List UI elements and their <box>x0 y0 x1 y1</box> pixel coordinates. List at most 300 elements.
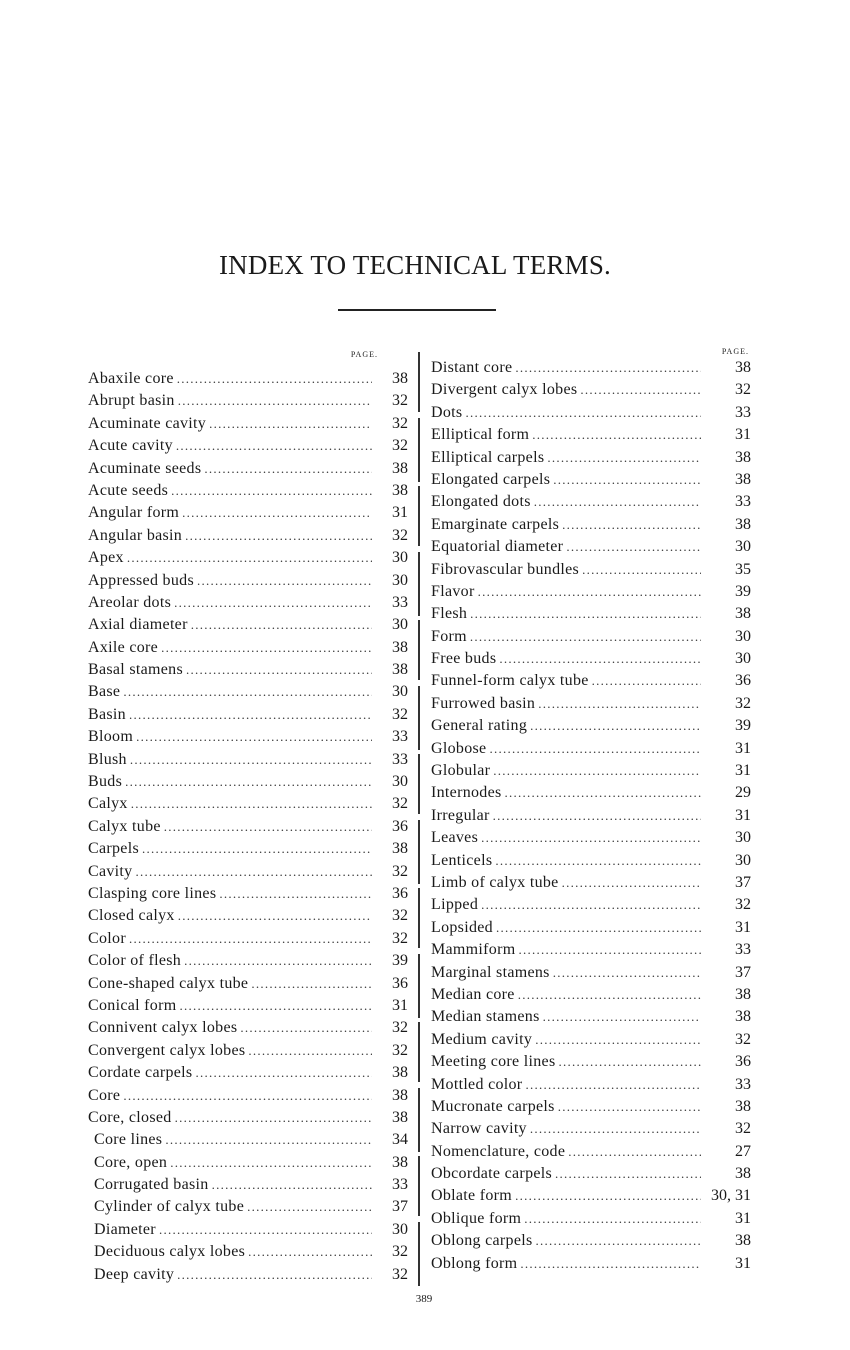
index-term: Emarginate carpels <box>431 515 560 533</box>
index-term: Calyx <box>88 795 128 813</box>
index-entry <box>88 950 408 972</box>
dot-leader <box>555 1163 701 1185</box>
index-term: Deciduous calyx lobes <box>94 1243 246 1261</box>
dot-leader <box>178 390 372 412</box>
index-term: Color of flesh <box>88 952 182 970</box>
dot-leader <box>123 1085 372 1107</box>
index-page-ref: 32 <box>392 929 408 947</box>
index-page-ref: 31 <box>735 806 751 824</box>
index-entry <box>88 726 408 748</box>
index-entry <box>431 850 751 872</box>
index-page-ref: 35 <box>735 560 751 578</box>
dot-leader <box>161 637 372 659</box>
index-page-ref: 32 <box>392 1243 408 1261</box>
index-entry <box>88 458 408 480</box>
index-entry <box>431 357 751 379</box>
index-entry <box>431 514 751 536</box>
index-term: Abrupt basin <box>88 392 175 410</box>
index-page-ref: 30 <box>392 616 408 634</box>
index-entry <box>88 1174 408 1196</box>
index-entry <box>88 883 408 905</box>
index-term: Connivent calyx lobes <box>88 1019 238 1037</box>
index-page-ref: 31 <box>735 1254 751 1272</box>
index-term: Globose <box>431 739 487 757</box>
index-term: Core, open <box>94 1153 168 1171</box>
index-page-ref: 31 <box>392 996 408 1014</box>
index-page-ref: 30 <box>392 773 408 791</box>
index-page-ref: 38 <box>392 481 408 499</box>
index-entry <box>88 749 408 771</box>
index-page-ref: 36 <box>392 817 408 835</box>
index-entry <box>88 547 408 569</box>
dot-leader <box>562 872 701 894</box>
index-entry <box>88 771 408 793</box>
index-page-ref: 38 <box>735 515 751 533</box>
index-entry <box>88 1264 408 1286</box>
index-page-ref: 34 <box>392 1131 408 1149</box>
index-page-ref: 32 <box>392 705 408 723</box>
index-page-ref: 32 <box>735 1030 751 1048</box>
dot-leader <box>562 514 701 536</box>
index-term: Fibrovascular bundles <box>431 560 580 578</box>
dot-leader <box>499 648 701 670</box>
page-column-header: PAGE. <box>721 347 749 356</box>
index-entry <box>88 1017 408 1039</box>
index-page-ref: 32 <box>735 381 751 399</box>
index-term: Oblong carpels <box>431 1232 533 1250</box>
dot-leader <box>251 973 372 995</box>
dot-leader <box>248 1241 372 1263</box>
index-entry <box>431 581 751 603</box>
index-entry <box>88 435 408 457</box>
index-entry <box>431 559 751 581</box>
dot-leader <box>465 402 701 424</box>
dot-leader <box>505 782 701 804</box>
index-term: Divergent calyx lobes <box>431 381 578 399</box>
index-page-ref: 38 <box>735 985 751 1003</box>
index-entry <box>431 1208 751 1230</box>
index-term: Lenticels <box>431 851 493 869</box>
index-term: Blush <box>88 750 127 768</box>
index-page-ref: 38 <box>735 359 751 376</box>
index-page-ref: 38 <box>735 1165 751 1183</box>
dot-leader <box>185 525 372 547</box>
index-page-ref: 36 <box>735 672 751 690</box>
index-page-ref: 38 <box>735 1008 751 1026</box>
dot-leader <box>515 357 701 379</box>
dot-leader <box>177 1264 372 1286</box>
index-term: Limb of calyx tube <box>431 873 559 891</box>
index-page-ref: 36 <box>735 1053 751 1071</box>
dot-leader <box>131 793 372 815</box>
index-page-ref: 31 <box>735 426 751 444</box>
dot-leader <box>176 435 372 457</box>
index-entry <box>431 1141 751 1163</box>
index-term: Corrugated basin <box>94 1176 209 1194</box>
index-page-ref: 38 <box>392 459 408 477</box>
index-page-ref: 38 <box>735 1097 751 1115</box>
index-entry <box>431 424 751 446</box>
page-title: INDEX TO TECHNICAL TERMS. <box>218 250 612 281</box>
dot-leader <box>186 659 372 681</box>
index-term: Diameter <box>94 1220 156 1238</box>
index-entry <box>88 525 408 547</box>
index-page-ref: 30 <box>735 829 751 847</box>
index-entry <box>88 928 408 950</box>
dot-leader <box>543 1006 701 1028</box>
dot-leader <box>170 1152 372 1174</box>
index-term: Base <box>88 683 121 701</box>
index-entry <box>431 1185 751 1207</box>
dot-leader <box>520 1253 701 1275</box>
index-term: Free buds <box>431 650 497 668</box>
index-page-ref: 33 <box>735 493 751 511</box>
index-entry <box>431 1163 751 1185</box>
index-entry <box>88 390 408 412</box>
index-page-ref: 33 <box>392 593 408 611</box>
index-page-ref: 37 <box>735 963 751 981</box>
index-term: Basal stamens <box>88 661 183 679</box>
index-page-ref: 32 <box>392 1041 408 1059</box>
index-page-ref: 32 <box>392 526 408 544</box>
index-entry <box>431 805 751 827</box>
index-entry <box>431 939 751 961</box>
index-term: Flesh <box>431 605 468 623</box>
index-term: Areolar dots <box>88 593 172 611</box>
index-page-ref: 33 <box>735 403 751 421</box>
dot-leader <box>481 894 701 916</box>
index-entry <box>88 1219 408 1241</box>
index-page-ref: 39 <box>735 582 751 600</box>
dot-leader <box>493 760 701 782</box>
index-page-ref: 39 <box>735 717 751 735</box>
page-column-header: PAGE. <box>350 350 378 359</box>
dot-leader <box>195 1062 372 1084</box>
dot-leader <box>566 536 701 558</box>
index-term: Lopsided <box>431 918 493 936</box>
index-page-ref: 31 <box>735 739 751 757</box>
dot-leader <box>247 1196 372 1218</box>
index-entry <box>431 1029 751 1051</box>
index-entry <box>88 1107 408 1129</box>
dot-leader <box>495 850 701 872</box>
index-term: Flavor <box>431 582 475 600</box>
index-entry <box>431 1096 751 1118</box>
index-entry <box>88 1241 408 1263</box>
index-entry <box>431 917 751 939</box>
dot-leader <box>184 950 372 972</box>
index-entry <box>431 626 751 648</box>
dot-leader <box>182 502 372 524</box>
dot-leader <box>175 1107 372 1129</box>
index-term: Core <box>88 1086 121 1104</box>
index-term: Furrowed basin <box>431 694 536 712</box>
dot-leader <box>127 547 372 569</box>
index-page-ref: 30 <box>735 627 751 645</box>
index-term: Internodes <box>431 784 502 802</box>
dot-leader <box>568 1141 701 1163</box>
index-entry <box>431 693 751 715</box>
dot-leader <box>530 715 701 737</box>
dot-leader <box>470 603 701 625</box>
index-entry <box>88 838 408 860</box>
index-page-ref: 32 <box>392 1265 408 1283</box>
index-term: Clasping core lines <box>88 884 217 902</box>
index-entry <box>431 469 751 491</box>
index-term: Mucronate carpels <box>431 1097 555 1115</box>
index-term: Core, closed <box>88 1108 172 1126</box>
index-term: Basin <box>88 705 126 723</box>
index-entry <box>431 491 751 513</box>
index-entry <box>88 1062 408 1084</box>
index-entry <box>431 1006 751 1028</box>
dot-leader <box>532 424 701 446</box>
index-term: General rating <box>431 717 528 735</box>
index-page-ref: 30 <box>392 1220 408 1238</box>
index-page-ref: 38 <box>735 448 751 466</box>
index-page-ref: 32 <box>392 907 408 925</box>
index-page-ref: 33 <box>735 941 751 959</box>
index-page-ref: 38 <box>392 1108 408 1126</box>
dot-leader <box>582 559 701 581</box>
index-term: Elongated carpels <box>431 470 551 488</box>
dot-leader <box>129 928 372 950</box>
index-entry <box>431 894 751 916</box>
index-entry <box>88 570 408 592</box>
index-page-ref: 38 <box>392 638 408 656</box>
index-entry <box>431 827 751 849</box>
index-term: Irregular <box>431 806 490 824</box>
index-page-ref: 39 <box>392 952 408 970</box>
dot-leader <box>204 458 372 480</box>
index-entry <box>88 1196 408 1218</box>
index-page-ref: 31 <box>735 762 751 780</box>
index-term: Nomenclature, code <box>431 1142 566 1160</box>
index-entry <box>431 1074 751 1096</box>
index-entry <box>431 670 751 692</box>
index-entry <box>88 1085 408 1107</box>
index-page-ref: 33 <box>735 1075 751 1093</box>
dot-leader <box>553 962 701 984</box>
dot-leader <box>197 570 372 592</box>
dot-leader <box>159 1219 372 1241</box>
index-term: Meeting core lines <box>431 1053 556 1071</box>
index-page-ref: 38 <box>392 370 408 387</box>
index-term: Funnel-form calyx tube <box>431 672 589 690</box>
index-term: Acute cavity <box>88 437 173 455</box>
dot-leader <box>179 995 372 1017</box>
index-page-ref: 33 <box>392 750 408 768</box>
dot-leader <box>525 1074 701 1096</box>
index-term: Abaxile core <box>88 370 174 387</box>
index-page-ref: 30 <box>392 549 408 567</box>
index-entry <box>431 1051 751 1073</box>
dot-leader <box>592 670 701 692</box>
dot-leader <box>219 883 372 905</box>
dot-leader <box>535 1029 701 1051</box>
index-page-ref: 38 <box>392 1064 408 1082</box>
index-page-ref: 32 <box>392 392 408 410</box>
index-page-ref: 32 <box>735 1120 751 1138</box>
index-entry <box>88 861 408 883</box>
index-entry <box>431 738 751 760</box>
index-term: Calyx tube <box>88 817 161 835</box>
index-page-ref: 38 <box>735 470 751 488</box>
dot-leader <box>130 749 372 771</box>
index-page-ref: 31 <box>735 918 751 936</box>
index-term: Oblique form <box>431 1209 522 1227</box>
index-entry <box>88 681 408 703</box>
index-entry <box>88 614 408 636</box>
index-entry <box>431 1118 751 1140</box>
index-entry <box>88 592 408 614</box>
dot-leader <box>125 771 372 793</box>
index-term: Apex <box>88 549 124 567</box>
index-term: Appressed buds <box>88 571 194 589</box>
dot-leader <box>538 693 701 715</box>
index-term: Globular <box>431 762 491 780</box>
dot-leader <box>129 704 372 726</box>
index-entry <box>431 447 751 469</box>
index-entry <box>431 402 751 424</box>
index-column-right <box>431 345 751 1275</box>
dot-leader <box>558 1051 701 1073</box>
dot-leader <box>209 413 372 435</box>
index-entry <box>88 480 408 502</box>
page-number: 389 <box>415 1293 433 1305</box>
dot-leader <box>178 905 372 927</box>
index-entry <box>431 872 751 894</box>
index-term: Buds <box>88 773 123 791</box>
index-term: Oblong form <box>431 1254 518 1272</box>
dot-leader <box>123 681 372 703</box>
index-page-ref: 30 <box>735 650 751 668</box>
index-term: Angular form <box>88 504 180 522</box>
index-entry <box>88 793 408 815</box>
index-term: Axial diameter <box>88 616 188 634</box>
index-page-ref: 31 <box>735 1209 751 1227</box>
index-page-ref: 36 <box>392 884 408 902</box>
dot-leader <box>164 816 372 838</box>
index-entry <box>88 1152 408 1174</box>
index-page-ref: 29 <box>735 784 751 802</box>
index-entry <box>88 995 408 1017</box>
index-term: Color <box>88 929 126 947</box>
dot-leader <box>248 1040 372 1062</box>
index-term: Core lines <box>94 1131 163 1149</box>
index-page-ref: 32 <box>392 414 408 432</box>
title-rule <box>338 309 496 311</box>
index-entry <box>431 1230 751 1252</box>
index-page-ref: 37 <box>392 1198 408 1216</box>
index-term: Median core <box>431 985 515 1003</box>
dot-leader <box>536 1230 701 1252</box>
dot-leader <box>174 592 372 614</box>
index-term: Conical form <box>88 996 177 1014</box>
index-page-ref: 32 <box>392 437 408 455</box>
dot-leader <box>496 917 701 939</box>
index-term: Cylinder of calyx tube <box>94 1198 245 1216</box>
index-page-ref: 37 <box>735 873 751 891</box>
index-entry <box>88 637 408 659</box>
index-page-ref: 32 <box>735 896 751 914</box>
dot-leader <box>518 984 701 1006</box>
dot-leader <box>515 1185 701 1207</box>
dot-leader <box>558 1096 701 1118</box>
index-page-ref: 38 <box>392 840 408 858</box>
index-entry <box>88 905 408 927</box>
index-term: Leaves <box>431 829 479 847</box>
index-term: Form <box>431 627 467 645</box>
index-entry <box>431 648 751 670</box>
index-entry <box>431 782 751 804</box>
index-term: Cone-shaped calyx tube <box>88 974 249 992</box>
index-page-ref: 32 <box>735 694 751 712</box>
index-term: Convergent calyx lobes <box>88 1041 246 1059</box>
index-term: Oblate form <box>431 1187 513 1205</box>
index-term: Mammiform <box>431 941 516 959</box>
index-term: Elongated dots <box>431 493 531 511</box>
index-page-ref: 30 <box>392 683 408 701</box>
dot-leader <box>478 581 701 603</box>
index-entry <box>431 962 751 984</box>
index-entry <box>88 368 408 390</box>
dot-leader <box>212 1174 372 1196</box>
index-term: Axile core <box>88 638 159 656</box>
dot-leader <box>142 838 372 860</box>
index-page-ref: 38 <box>735 1232 751 1250</box>
index-term: Distant core <box>431 359 513 376</box>
index-entry <box>88 704 408 726</box>
dot-leader <box>191 614 372 636</box>
index-term: Elliptical carpels <box>431 448 545 466</box>
index-page-ref: 30 <box>392 571 408 589</box>
dot-leader <box>524 1208 701 1230</box>
index-term: Marginal stamens <box>431 963 550 981</box>
index-term: Deep cavity <box>94 1265 175 1283</box>
index-page-ref: 30, 31 <box>711 1187 751 1205</box>
index-page-ref: 33 <box>392 1176 408 1194</box>
dot-leader <box>534 491 701 513</box>
index-term: Angular basin <box>88 526 183 544</box>
index-entry <box>431 984 751 1006</box>
dot-leader <box>177 368 372 390</box>
index-entry <box>88 413 408 435</box>
index-page-ref: 38 <box>392 661 408 679</box>
index-entry <box>88 973 408 995</box>
index-term: Acute seeds <box>88 481 169 499</box>
index-term: Narrow cavity <box>431 1120 527 1138</box>
index-term: Elliptical form <box>431 426 530 444</box>
dot-leader <box>580 379 701 401</box>
index-entry <box>431 603 751 625</box>
index-entry <box>431 536 751 558</box>
dot-leader <box>171 480 372 502</box>
index-page-ref: 32 <box>392 1019 408 1037</box>
index-term: Closed calyx <box>88 907 175 925</box>
dot-leader <box>489 738 701 760</box>
index-entry <box>88 502 408 524</box>
index-page-ref: 30 <box>735 851 751 869</box>
index-page-ref: 36 <box>392 974 408 992</box>
index-page-ref: 27 <box>735 1142 751 1160</box>
index-entry <box>431 1253 751 1275</box>
dot-leader <box>530 1118 701 1140</box>
index-term: Median stamens <box>431 1008 540 1026</box>
index-page-ref: 38 <box>392 1086 408 1104</box>
dot-leader <box>136 726 372 748</box>
index-page-ref: 33 <box>392 728 408 746</box>
